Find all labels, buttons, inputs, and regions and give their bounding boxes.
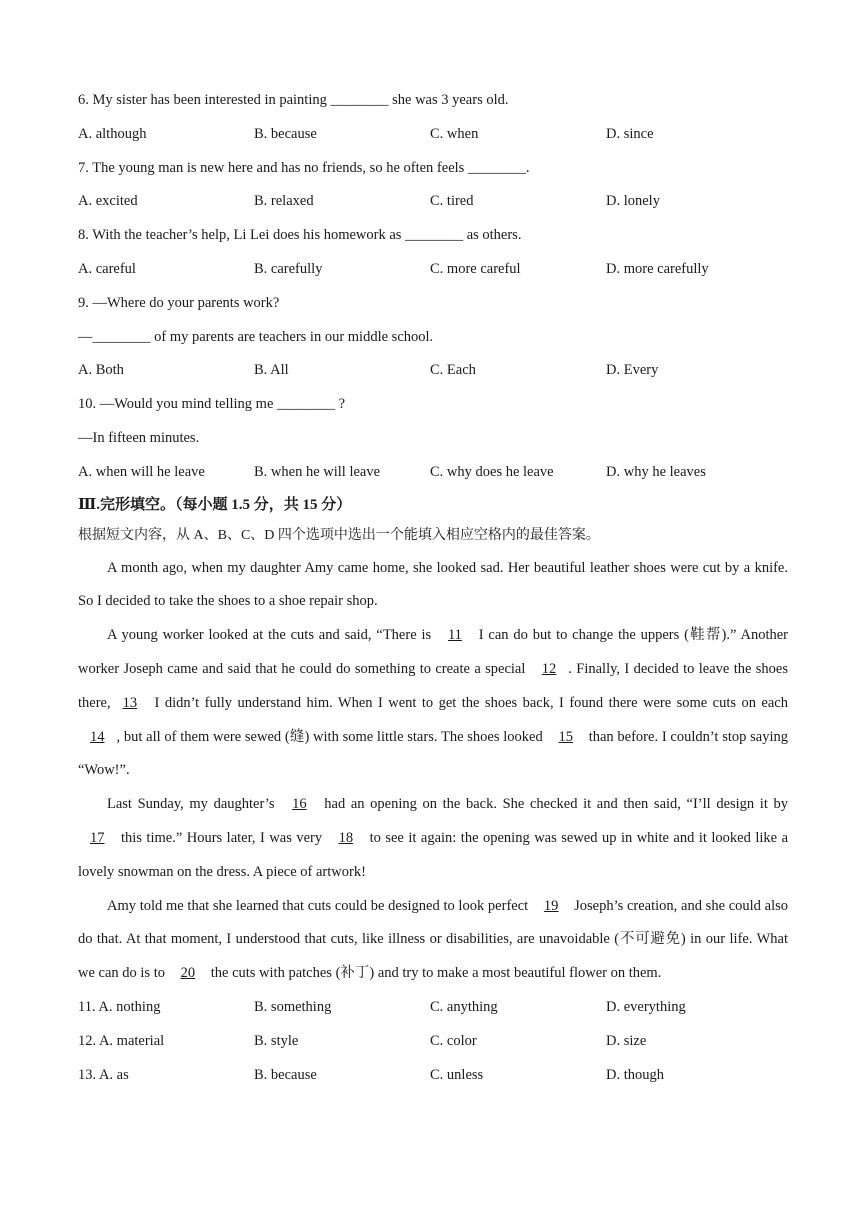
- exam-page: [78, 84, 788, 1092]
- passage-text: . Finally, I decided to leave the shoes there,: [78, 660, 789, 711]
- option-b: B. style: [254, 1032, 299, 1049]
- option-c: C. tired: [430, 193, 474, 210]
- option-a: A. when will he leave: [78, 463, 205, 480]
- blank-17: 17: [90, 829, 105, 846]
- option-c: C. more careful: [430, 260, 521, 277]
- passage-text: the cuts with patches (补丁) and try to make a most beautiful flower on them.: [207, 965, 662, 982]
- question-8-options: [78, 253, 788, 287]
- question-6-stem: 6. My sister has been interested in painting ________ she was 3 years old.: [78, 92, 509, 108]
- blank-18: 18: [338, 829, 354, 846]
- option-d: D. since: [606, 125, 654, 142]
- passage-text: Joseph’s creation, and she could also do that. At that moment, I understood that cuts, like illness or disabilities, are unavoidable (不可避免) in our life. What we can do is to: [78, 897, 789, 982]
- question-10-stem: 10. —Would you mind telling me ________ ?: [78, 396, 346, 413]
- option-c: C. unless: [430, 1066, 484, 1083]
- passage-text: Last Sunday, my daughter’s: [107, 796, 281, 813]
- option-d: D. everything: [606, 998, 686, 1015]
- blank-12: 12: [541, 660, 557, 677]
- option-a: 11. A. nothing: [78, 998, 161, 1015]
- section-instruction: 根据短文内容，从 A、B、C、D 四个选项中选出一个能填入相应空格内的最佳答案。: [78, 527, 600, 543]
- question-10-response: —In fifteen minutes.: [78, 429, 200, 446]
- option-d: D. Every: [606, 362, 659, 379]
- option-b: B. because: [254, 1066, 317, 1083]
- option-c: C. when: [430, 125, 479, 142]
- passage-paragraph-3: [78, 788, 788, 889]
- option-a: A. careful: [78, 260, 136, 277]
- option-d: D. more carefully: [606, 260, 709, 277]
- passage-text: A young worker looked at the cuts and said, “There is: [107, 627, 436, 644]
- blank-16: 16: [292, 796, 307, 813]
- blank-11: 11: [447, 627, 462, 644]
- option-c: C. color: [430, 1032, 477, 1049]
- blank-19: 19: [543, 897, 559, 914]
- option-b: B. relaxed: [254, 193, 314, 210]
- question-9-options: [78, 354, 788, 388]
- passage-text: had an opening on the back. She checked it and then said, “I’ll design it by: [318, 796, 788, 813]
- question-10-options: [78, 456, 788, 490]
- option-b: B. carefully: [254, 260, 323, 277]
- question-8-stem: 8. With the teacher’s help, Li Lei does his homework as ________ as others.: [78, 227, 522, 244]
- option-d: D. though: [606, 1066, 664, 1083]
- question-6-options: [78, 118, 788, 152]
- cloze-options-12: [78, 1025, 788, 1059]
- blank-20: 20: [180, 965, 196, 982]
- passage-paragraph-4: [78, 890, 788, 991]
- question-9-response: —________ of my parents are teachers in our middle school.: [78, 328, 434, 345]
- option-c: C. why does he leave: [430, 463, 554, 480]
- option-b: B. All: [254, 362, 289, 379]
- question-9-stem: 9. —Where do your parents work?: [78, 294, 280, 311]
- passage-text: to see it again: the opening was sewed up in white and it looked like a lovely snowman on the dress. A piece of artwork!: [78, 829, 789, 880]
- option-a: A. although: [78, 125, 147, 142]
- option-b: B. because: [254, 125, 317, 142]
- option-b: B. something: [254, 998, 332, 1015]
- passage-paragraph-1: [78, 552, 788, 620]
- passage-text: I didn’t fully understand him. When I went to get the shoes back, I found there were some cuts on each: [149, 694, 788, 711]
- option-b: B. when he will leave: [254, 463, 381, 480]
- option-a: 12. A. material: [78, 1032, 165, 1049]
- question-7-stem: 7. The young man is new here and has no friends, so he often feels ________.: [78, 159, 530, 176]
- option-d: D. why he leaves: [606, 463, 706, 480]
- passage-text: A month ago, when my daughter Amy came home, she looked sad. Her beautiful leather shoes were cut by a knife. So I decided to take the shoes to a shoe repair shop.: [78, 559, 788, 610]
- passage-text: this time.” Hours later, I was very: [116, 829, 327, 846]
- option-a: A. Both: [78, 362, 124, 379]
- option-c: C. anything: [430, 998, 498, 1015]
- passage-text: than before. I couldn’t stop saying “Wow!”.: [78, 728, 788, 779]
- option-d: D. lonely: [606, 193, 660, 210]
- cloze-options-11: [78, 991, 788, 1025]
- option-c: C. Each: [430, 362, 476, 379]
- blank-15: 15: [558, 728, 573, 745]
- blank-13: 13: [122, 694, 138, 711]
- passage-text: I can do but to change the uppers (鞋帮).” Another worker Joseph came and said that he could do something to create a special: [78, 627, 788, 677]
- section-title: Ⅲ.完形填空。（每小题 1.5 分，共 15 分）: [78, 496, 352, 513]
- passage-text: Amy told me that she learned that cuts could be designed to look perfect: [107, 897, 532, 914]
- passage-text: , but all of them were sewed (缝) with some little stars. The shoes looked: [116, 728, 547, 745]
- blank-14: 14: [90, 728, 105, 745]
- cloze-options-13: [78, 1059, 788, 1093]
- question-7-options: [78, 185, 788, 219]
- passage-paragraph-2: [78, 619, 788, 788]
- option-a: 13. A. as: [78, 1066, 129, 1083]
- option-d: D. size: [606, 1032, 647, 1049]
- option-a: A. excited: [78, 193, 138, 210]
